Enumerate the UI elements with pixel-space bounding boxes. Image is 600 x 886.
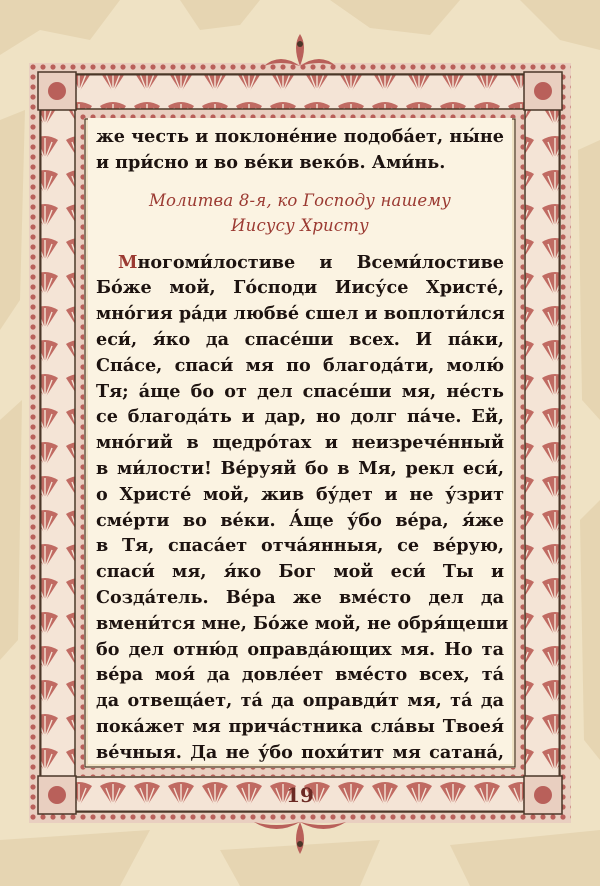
bottom-finial-ornament: [240, 818, 360, 858]
prayer-title-line: Молитва 8-я, ко Господу нашему: [148, 190, 452, 210]
continuation-line: и при́сно и во ве́ки веко́в. Ами́нь.: [96, 151, 446, 173]
continuation-line: же честь и поклоне́ние подоба́ет, ны́не: [96, 126, 504, 147]
paragraph-line: бо дел отню́д оправда́ющих мя. Но та: [96, 638, 504, 660]
paragraph-line: Спа́се, спаси́ мя по благода́ти, молю́: [96, 354, 504, 376]
prayer-title: [96, 188, 504, 238]
paragraph-line: мно́гия ра́ди любве́ сшел и воплоти́лся: [96, 303, 505, 325]
paragraph-line: в Тя, спаса́ет отча́янныя, се ве́рую,: [96, 535, 504, 557]
paragraph-line: о Христе́ мой, жив бу́дет и не у́зрит: [96, 483, 504, 505]
paragraph-line: мно́гий в щедро́тах и неизрече́нный: [96, 432, 504, 454]
paragraph-line: се благода́ть и дар, но долг па́че. Ей,: [96, 406, 504, 428]
paragraph-line: сме́рти во ве́ки. А́ще у́бо ве́ра, я́же: [96, 509, 504, 531]
paragraph-line: пока́жет мя прича́стника сла́вы Твоея́: [96, 715, 504, 737]
initial-letter: М: [118, 251, 138, 273]
first-line-text: ногоми́лостиве и Всеми́лостиве: [137, 251, 504, 273]
paragraph-line: в ми́лости! Ве́руяй бо в Мя, рекл еси́,: [96, 457, 504, 479]
paragraph-line: Тя; а́ще бо от дел спасе́ши мя, не́сть: [96, 380, 504, 402]
paragraph-line: Бо́же мой, Го́споди Иису́се Христе́,: [96, 277, 504, 299]
paragraph-line: вмени́тся мне, Бо́же мой, не обря́щеши: [96, 612, 509, 634]
top-finial-ornament: [250, 30, 350, 70]
paragraph-line: спаси́ мя, я́ко Бог мой еси́ Ты и: [96, 561, 504, 583]
paragraph-line: ве́ра моя́ да довле́ет вме́сто всех, та́: [96, 664, 504, 686]
paragraph: [96, 275, 509, 765]
paragraph-line: Созда́тель. Ве́ра же вме́сто дел да: [96, 586, 504, 608]
paragraph-line: да отвеща́ет, та́ да оправди́т мя, та́ да: [96, 690, 504, 712]
paragraph-line: ве́чныя. Да не у́бо похи́тит мя сатана́,: [96, 741, 504, 763]
prayer-title-line: Иисусу Христу: [231, 215, 369, 235]
first-paragraph-line: [96, 250, 504, 276]
page-number: 19: [286, 783, 314, 807]
prayer-text-block: [96, 124, 509, 766]
paragraph-line: еси́, я́ко да спасе́ши всех. И па́ки,: [96, 328, 504, 350]
